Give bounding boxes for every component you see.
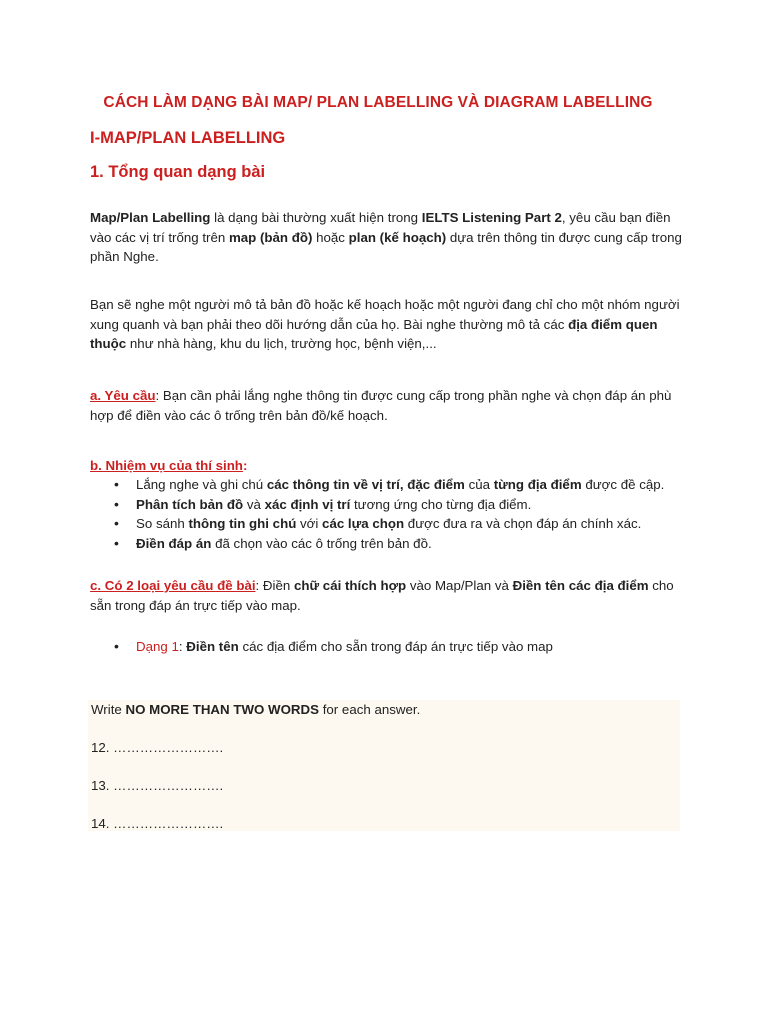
list-item-text: được đưa ra và chọn đáp án chính xác. (404, 516, 642, 531)
section-b-heading (90, 456, 690, 476)
section-c-bold-2: Điền tên các địa điểm (512, 578, 649, 593)
intro-paragraph (90, 208, 690, 267)
list-item-bold: xác định vị trí (264, 496, 351, 512)
list-item (90, 475, 690, 495)
list-item (90, 495, 690, 515)
list-item-bold: từng địa điểm (493, 477, 582, 492)
answer-line-14: 14. ……………………. (91, 816, 224, 831)
answer-line-12: 12. ……………………. (91, 740, 224, 755)
task-list (90, 475, 690, 553)
list-item (90, 637, 690, 657)
description-text-1: Bạn sẽ nghe một người mô tả bản đồ hoặc kế hoạch hoặc một người đang chỉ cho một nhóm người xung quanh và bạn phải theo dõi hướng dẫn của họ. Bài nghe thường mô tả các (90, 297, 680, 332)
list-item-text: đã chọn vào các ô trống trên bản đồ. (211, 535, 432, 551)
type-1-bold: Điền tên (186, 639, 239, 654)
list-item-bold: Điền đáp án (136, 535, 212, 551)
instruction-bold: NO MORE THAN TWO WORDS (125, 702, 320, 717)
list-item-text: của (464, 477, 494, 492)
section-b-label: b. Nhiệm vụ của thí sinh (90, 458, 243, 473)
subsection-heading: 1. Tổng quan dạng bài (90, 163, 266, 181)
intro-text-3: hoặc (312, 229, 349, 245)
exercise-box (88, 700, 680, 831)
list-item (90, 514, 690, 534)
list-item-text: Lắng nghe và ghi chú (136, 477, 267, 492)
description-bold-1: địa điểm quen thuộc (90, 316, 658, 351)
intro-text-4: dựa trên thông tin được cung cấp trong phần Nghe. (90, 229, 682, 264)
intro-text-2: , yêu cầu bạn điền vào các vị trí trống trên (90, 210, 671, 245)
instruction-text: Write (91, 702, 126, 717)
intro-bold-1: Map/Plan Labelling (90, 210, 211, 225)
list-item-text: So sánh (136, 516, 189, 531)
list-item-text: và (243, 496, 265, 512)
description-paragraph (90, 295, 690, 354)
list-item-bold: các thông tin về vị trí, đặc điểm (266, 477, 465, 492)
section-a-label: a. Yêu cầu (90, 388, 156, 403)
document-title: CÁCH LÀM DẠNG BÀI MAP/ PLAN LABELLING VÀ DIAGRAM LABELLING (103, 94, 653, 111)
list-item (90, 534, 690, 554)
section-a-paragraph (90, 386, 690, 425)
type-1-colon: : (178, 639, 187, 654)
type-list (90, 637, 690, 657)
list-item-text: với (296, 516, 323, 531)
section-b-colon: : (242, 458, 248, 473)
exercise-instruction (91, 700, 420, 719)
list-item-bold: thông tin ghi chú (188, 516, 297, 531)
intro-bold-4: plan (kế hoạch) (348, 229, 447, 245)
section-c-text-2: vào Map/Plan và (406, 578, 513, 593)
list-item-text: tương ứng cho từng địa điểm. (350, 496, 532, 512)
intro-bold-3: map (bản đồ) (228, 229, 313, 245)
section-heading: I-MAP/PLAN LABELLING (90, 129, 286, 147)
section-c-label: c. Có 2 loại yêu cầu đề bài (90, 578, 256, 593)
type-1-label: Dạng 1 (136, 639, 179, 654)
list-item-bold: các lựa chọn (322, 516, 405, 531)
intro-text-1: là dạng bài thường xuất hiện trong (210, 210, 422, 225)
list-item-text: được đề cập. (581, 477, 665, 492)
section-c-paragraph (90, 576, 690, 615)
description-text-2: như nhà hàng, khu du lịch, trường học, bệnh viện,... (126, 336, 437, 351)
intro-bold-2: IELTS Listening Part 2 (421, 210, 562, 225)
instruction-text: for each answer. (319, 702, 421, 717)
list-item-bold: Phân tích bản đồ (136, 496, 244, 512)
section-c-bold-1: chữ cái thích hợp (293, 578, 407, 593)
type-1-text: các địa điểm cho sẵn trong đáp án trực tiếp vào map (238, 639, 553, 654)
answer-line-13: 13. ……………………. (91, 778, 224, 793)
section-c-text-3: cho sẵn trong đáp án trực tiếp vào map. (90, 578, 674, 613)
section-a-text: : Bạn cần phải lắng nghe thông tin được cung cấp trong phần nghe và chọn đáp án phù hợp để điền vào các ô trống trên bản đồ/kế hoạch. (90, 388, 672, 423)
section-c-text-1: : Điền (255, 578, 294, 593)
